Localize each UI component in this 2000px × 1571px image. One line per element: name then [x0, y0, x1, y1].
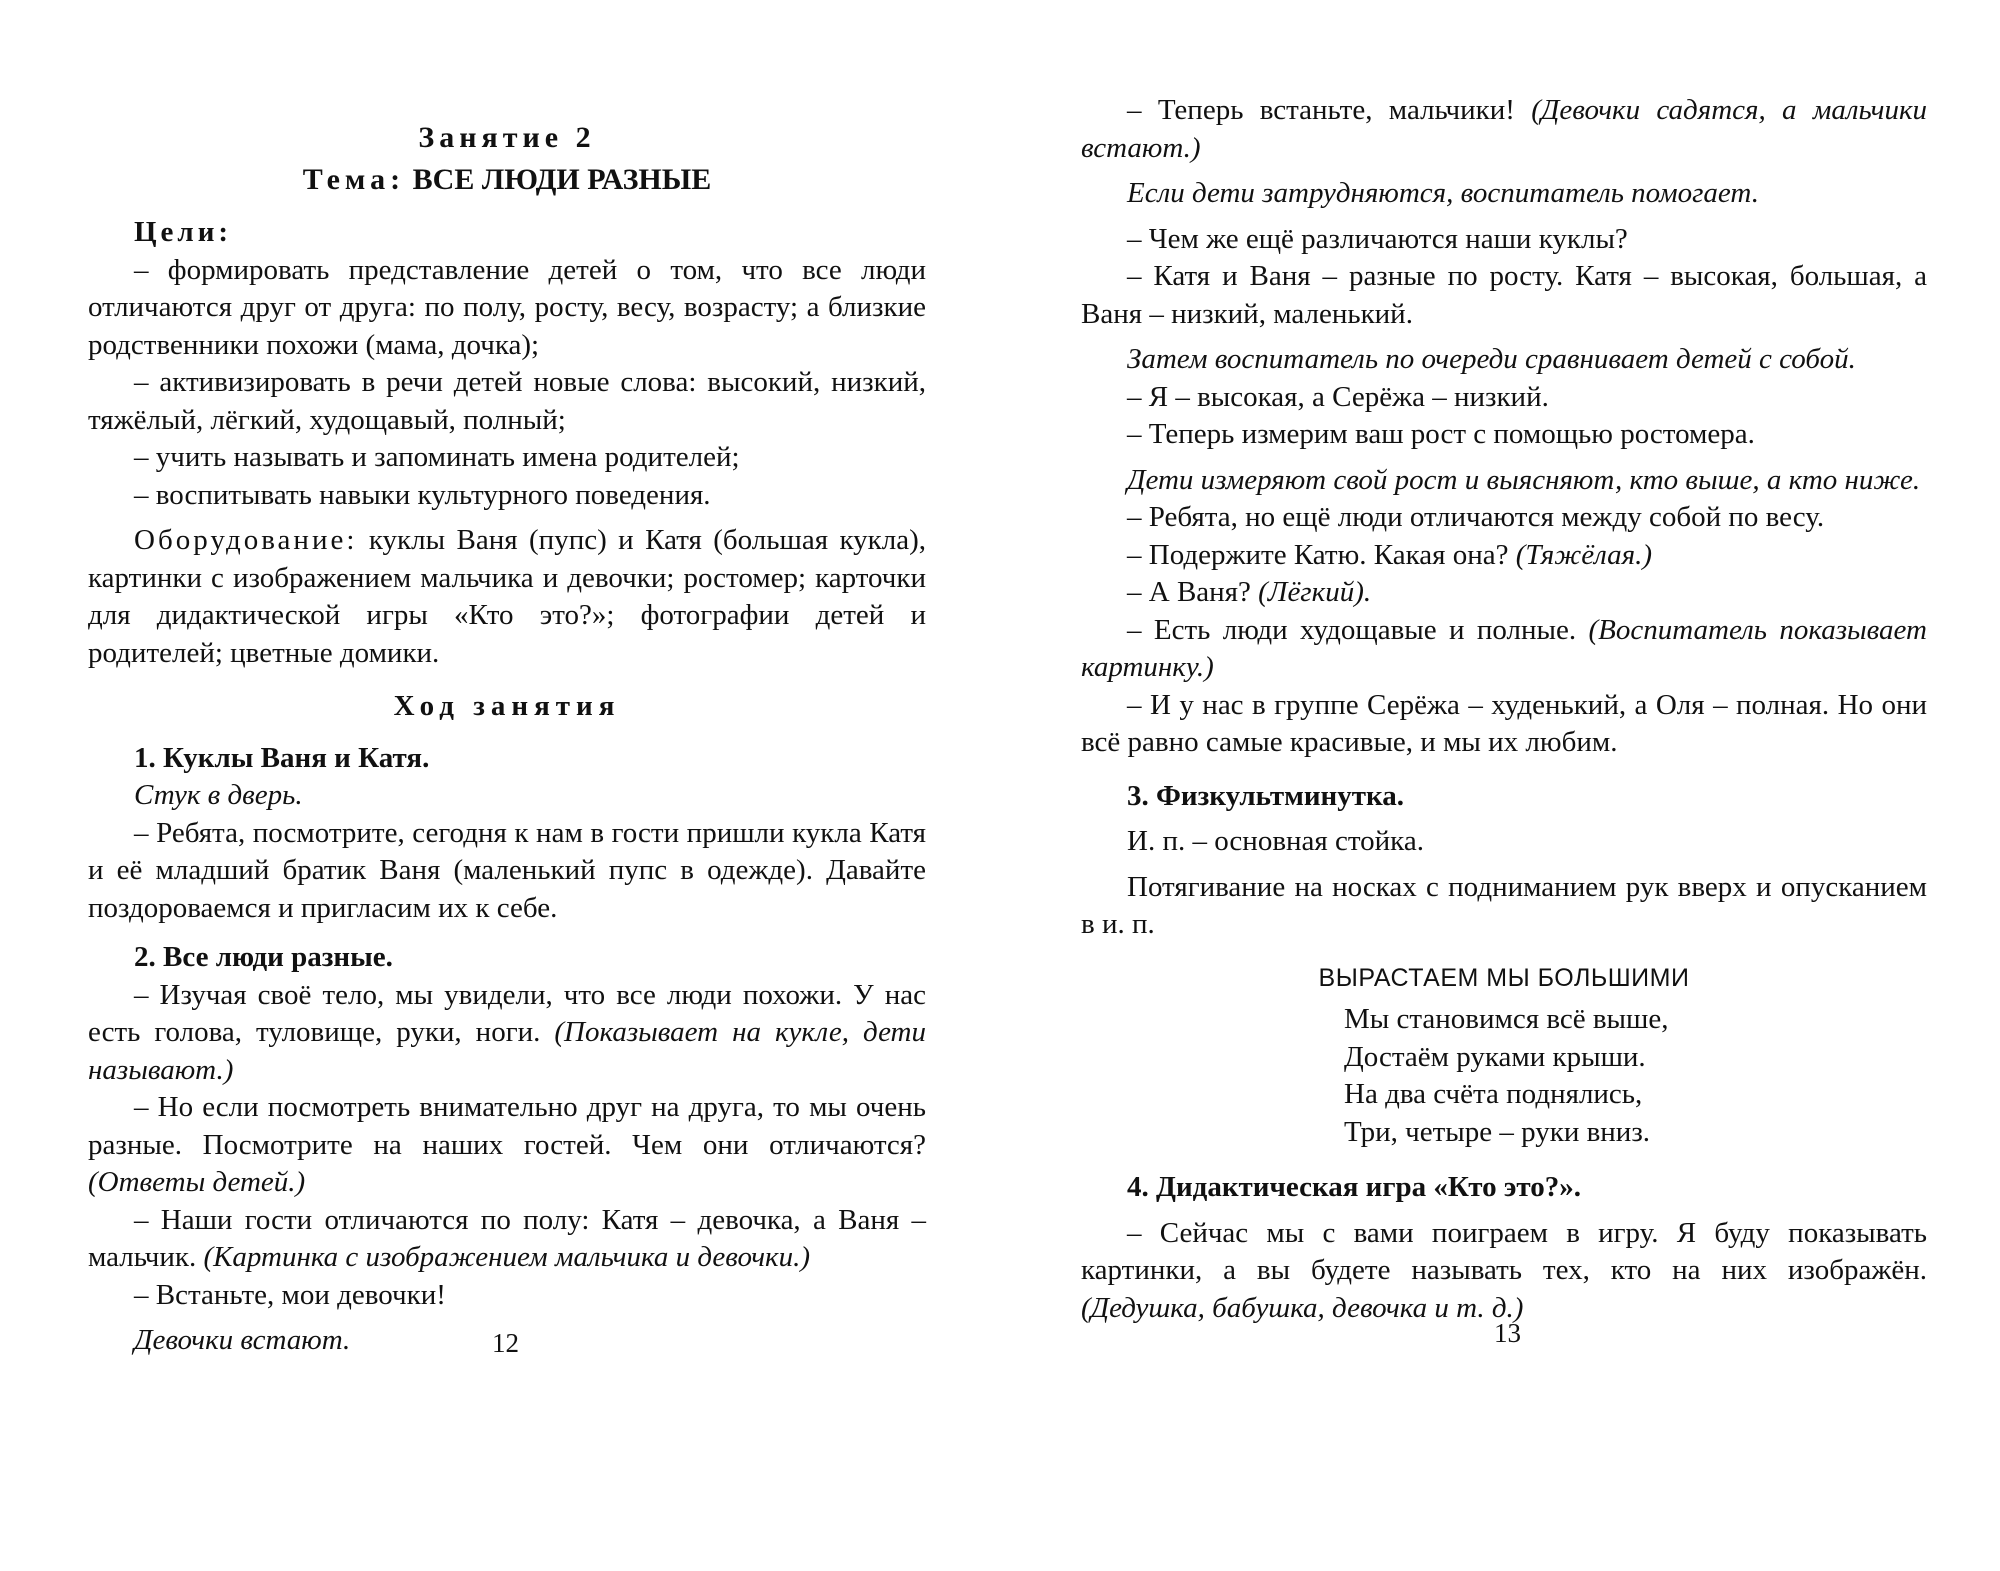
poem	[1081, 1001, 1927, 1151]
section-1-stage-direction: Стук в дверь.	[134, 779, 303, 811]
section-4-paragraph: – Сейчас мы с вами поиграем в игру. Я буду показывать картинки, а вы будете называть тех, кто на них изображён. (Дедушка, бабушка, девочка и т. д.)	[1081, 1216, 1927, 1324]
right-paragraph: – Чем же ещё различаются наши куклы?	[1127, 222, 1628, 255]
stage-direction: Если дети затрудняются, воспитатель помогает.	[1127, 177, 1759, 209]
section-2-paragraph: – Встаньте, мои девочки!	[134, 1278, 446, 1311]
equipment-paragraph	[88, 522, 926, 672]
right-page	[1081, 0, 1927, 1545]
right-paragraph: – Есть люди худощавые и полные. (Воспитатель показывает картинку.)	[1081, 613, 1927, 683]
poem-line: Мы становимся всё выше,	[1344, 1003, 1669, 1035]
equipment-text: куклы Ваня (пупс) и Катя (большая кукла), картинки с изображением мальчика и девочки; ростомер; карточки для дидактической игры «Кто это?»; фотографии детей и родителей; цветные домики.	[88, 524, 926, 669]
poem-line: Три, четыре – руки вниз.	[1344, 1115, 1651, 1148]
equipment-label: Оборудование:	[134, 524, 358, 556]
section-3-paragraph: И. п. – основная стойка.	[1127, 825, 1424, 857]
section-2-stage-direction: Девочки встают.	[134, 1324, 351, 1356]
stage-direction: Дети измеряют свой рост и выясняют, кто выше, а кто ниже.	[1127, 463, 1921, 496]
topic-heading: Тема: ВСЕ ЛЮДИ РАЗНЫЕ	[302, 163, 712, 196]
course-heading: Ход занятия	[393, 690, 621, 722]
right-paragraph: – И у нас в группе Серёжа – худенький, а Оля – полная. Но они всё равно самые красивые, и мы их любим.	[1081, 688, 1927, 758]
poem-line: Достаём руками крыши.	[1344, 1040, 1646, 1073]
page-number-right: 13	[1494, 1318, 1521, 1348]
goals-label: Цели:	[134, 216, 233, 248]
right-paragraph: – Теперь измерим ваш рост с помощью ростомера.	[1127, 418, 1755, 450]
goal-item: – формировать представление детей о том, что все люди отличаются друг от друга: по полу, росту, весу, возрасту; а близкие родственники похожи (мама, дочка);	[88, 253, 926, 361]
right-paragraph: – Ребята, но ещё люди отличаются между собой по весу.	[1127, 501, 1825, 533]
poem-line: На два счёта поднялись,	[1344, 1078, 1643, 1110]
poem-title: ВЫРАСТАЕМ МЫ БОЛЬШИМИ	[1318, 963, 1690, 992]
section-1-heading: 1. Куклы Ваня и Катя.	[134, 741, 430, 774]
left-page	[88, 0, 926, 1571]
right-paragraph: – Теперь встаньте, мальчики! (Девочки садятся, а мальчики встают.)	[1081, 94, 1928, 164]
section-1-text: – Ребята, посмотрите, сегодня к нам в гости пришли кукла Катя и её младший братик Ваня (маленький пупс в одежде). Давайте поздороваемся и пригласим их к себе.	[88, 816, 926, 924]
section-2-paragraph: – Изучая своё тело, мы увидели, что все люди похожи. У нас есть голова, туловище, руки, ноги. (Показывает на кукле, дети называют.)	[88, 978, 927, 1086]
right-paragraph: – Подержите Катю. Какая она? (Тяжёлая.)	[1127, 538, 1653, 571]
section-3-heading: 3. Физкультминутка.	[1127, 779, 1405, 812]
stage-direction: Затем воспитатель по очереди сравнивает детей с собой.	[1127, 343, 1856, 375]
right-paragraph: – А Ваня? (Лёгкий).	[1127, 576, 1372, 608]
section-2-heading: 2. Все люди разные.	[134, 941, 393, 973]
section-4-heading: 4. Дидактическая игра «Кто это?».	[1127, 1171, 1581, 1203]
section-3-paragraph: Потягивание на носках с подниманием рук вверх и опусканием в и. п.	[1081, 870, 1927, 940]
goal-item: – активизировать в речи детей новые слова: высокий, низкий, тяжёлый, лёгкий, худощавый, полный;	[88, 366, 926, 436]
section-2-paragraph: – Но если посмотреть внимательно друг на друга, то мы очень разные. Посмотрите на наших гостей. Чем они отличаются? (Ответы детей.)	[88, 1091, 926, 1198]
section-2-paragraph: – Наши гости отличаются по полу: Катя – девочка, а Ваня – мальчик. (Картинка с изображением мальчика и девочки.)	[88, 1203, 926, 1273]
right-paragraph: – Катя и Ваня – разные по росту. Катя – высокая, большая, а Ваня – низкий, маленький.	[1081, 260, 1927, 330]
right-paragraph: – Я – высокая, а Серёжа – низкий.	[1127, 380, 1549, 413]
page-number-left: 12	[492, 1328, 519, 1358]
lesson-title: Занятие 2	[418, 121, 596, 154]
goal-item: – учить называть и запоминать имена родителей;	[134, 441, 740, 473]
goal-item: – воспитывать навыки культурного поведения.	[134, 478, 711, 511]
